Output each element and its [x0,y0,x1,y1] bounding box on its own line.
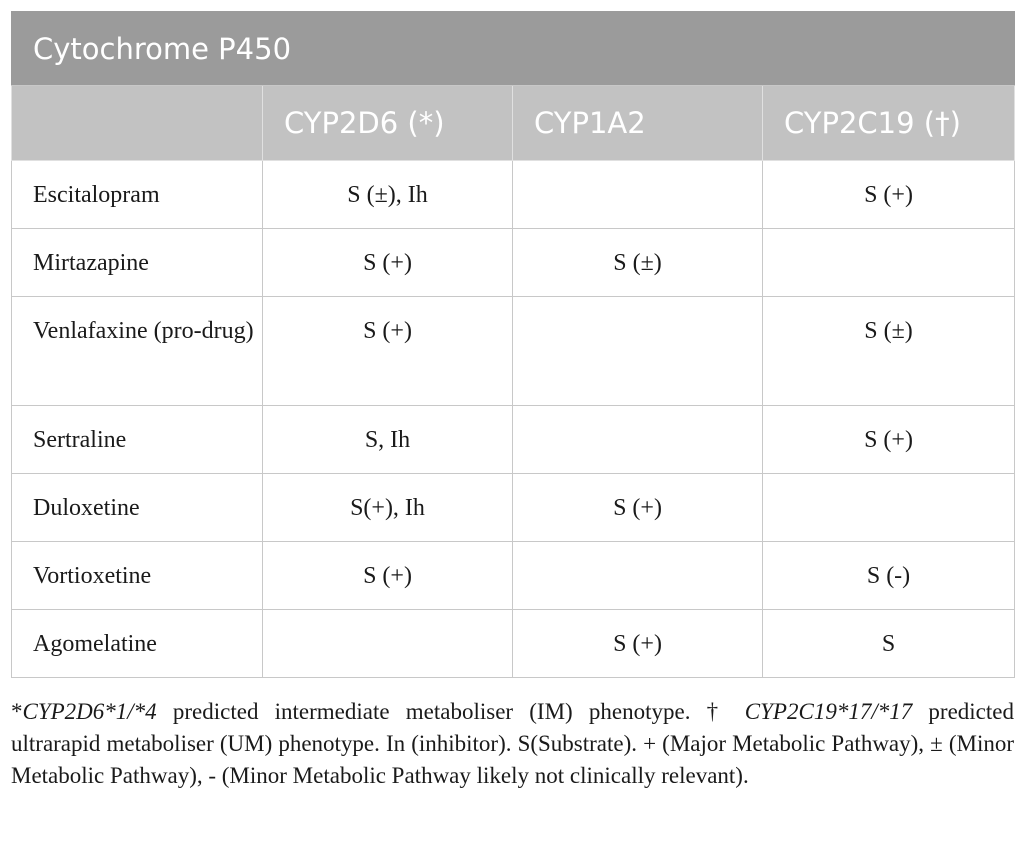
table-row [12,161,1015,229]
table-row [12,406,1015,474]
table-row [12,297,1015,406]
table-title: Cytochrome P450 [12,12,1015,86]
table-row [12,474,1015,542]
header-drug [12,86,263,161]
footnote-star: * [11,699,23,724]
drug-name: Agomelatine [12,610,263,678]
table-header-row [12,86,1015,161]
cyp2d6-value: S (±), Ih [263,161,513,229]
footnote-text-part2: predicted ultrarapid metaboliser (UM) phenotype. In (inhibitor). S(Substrate). + (Major Metabolic Pathway), ± (Minor Metabolic Pathway), - (Minor Metabolic Pathway likely not clinically relevant). [11,699,1014,788]
cyp1a2-value [513,542,763,610]
drug-name: Duloxetine [12,474,263,542]
footnote-gene-cyp2c19: CYP2C19*17/*17 [744,699,913,724]
cyp2d6-value: S (+) [263,297,513,406]
cyp2c19-value: S (+) [763,406,1015,474]
cyp2c19-value: S (±) [763,297,1015,406]
cyp2c19-value: S (-) [763,542,1015,610]
cyp1a2-value: S (+) [513,474,763,542]
cyp2c19-value [763,474,1015,542]
cyp450-table [11,11,1015,678]
footnote-text-part1: predicted intermediate metaboliser (IM) phenotype. † [156,699,745,724]
cyp2d6-value: S (+) [263,229,513,297]
cyp1a2-value: S (+) [513,610,763,678]
cyp2c19-value [763,229,1015,297]
cyp2c19-value: S (+) [763,161,1015,229]
cyp2d6-value: S, Ih [263,406,513,474]
footnote-gene-cyp2d6: CYP2D6*1/*4 [22,699,157,724]
drug-name: Vortioxetine [12,542,263,610]
cyp1a2-value [513,297,763,406]
table-row [12,610,1015,678]
cyp2d6-value [263,610,513,678]
cyp2d6-value: S (+) [263,542,513,610]
drug-name: Sertraline [12,406,263,474]
drug-name: Venlafaxine (pro-drug) [12,297,263,406]
cyp450-table-container [11,11,1014,678]
table-title-row [12,12,1015,86]
drug-name: Mirtazapine [12,229,263,297]
table-row [12,542,1015,610]
header-cyp1a2: CYP1A2 [513,86,763,161]
cyp1a2-value [513,406,763,474]
header-cyp2d6: CYP2D6 (*) [263,86,513,161]
table-footnote [11,696,1014,792]
cyp2c19-value: S [763,610,1015,678]
cyp1a2-value [513,161,763,229]
table-row [12,229,1015,297]
drug-name: Escitalopram [12,161,263,229]
cyp1a2-value: S (±) [513,229,763,297]
cyp2d6-value: S(+), Ih [263,474,513,542]
header-cyp2c19: CYP2C19 (†) [763,86,1015,161]
